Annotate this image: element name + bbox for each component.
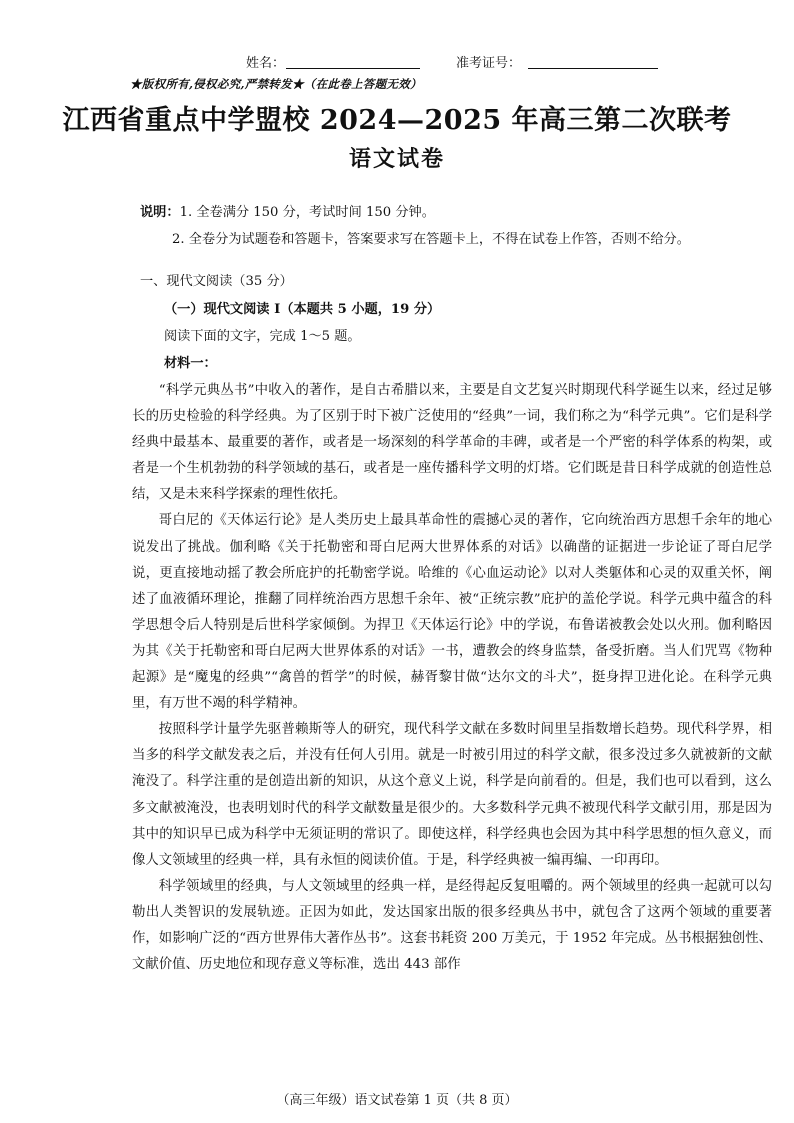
copyright-notice: ★版权所有,侵权必究,严禁转发★（在此卷上答题无效） [130,77,422,91]
name-label: 姓名： [246,56,286,71]
page-footer: （高三年级）语文试卷第 1 页（共 8 页） [276,1093,518,1108]
passage-paragraph: 科学领域里的经典，与人文领域里的经典一样，是经得起反复咀嚼的。两个领域里的经典一起就可以勾勒出人类智识的发展轨迹。正因为如此，发达国家出版的很多经典丛书中，就包含了这两个领域的重要著作，如影响广泛的“西方世界伟大著作丛书”。这套书耗资 200 万美元，于 1952 年完成。丛书根据独创性、文献价值、历史地位和现存意义等标准，选出 443 部作 [132,878,772,973]
passage-paragraph: 按照科学计量学先驱普赖斯等人的研究，现代科学文献在多数时间里呈指数增长趋势。现代科学界，相当多的科学文献发表之后，并没有任何人引用。就是一时被引用过的科学文献，很多没过多久就被新的文献淹没了。科学注重的是创造出新的知识，从这个意义上说，科学是向前看的。但是，我们也可以看到，这么多文献被淹没，也表明划时代的科学文献数量是很少的。大多数科学元典不被现代科学文献引用，那是因为其中的知识早已成为科学中无须证明的常识了。即使这样，科学经典也会因为其中科学思想的恒久意义，而像人文领域里的经典一样，具有永恒的阅读价值。于是，科学经典被一编再编、一印再印。 [132,722,772,868]
exam-title: 江西省重点中学盟校 2024—2025 年高三第二次联考 [62,105,732,136]
material-label: 材料一： [164,356,217,371]
section-heading: 一、现代文阅读（35 分） [140,274,293,289]
exam-id-blank [528,54,658,69]
passage-paragraph: “科学元典丛书”中收入的著作，是自古希腊以来，主要是自文艺复兴时期现代科学诞生以来，经过足够长的历史检验的科学经典。为了区别于时下被广泛使用的“经典”一词，我们称之为“科学元典”。它们是科学经典中最基本、最重要的著作，或者是一场深刻的科学革命的丰碑，或者是一个严密的科学体系的构架，或者是一个生机勃勃的科学领域的基石，或者是一座传播科学文明的灯塔。它们既是昔日科学成就的创造性总结，又是未来科学探索的理性依托。 [132,383,772,503]
note-text-1: 1. 全卷满分 150 分，考试时间 150 分钟。 [179,205,435,220]
note-label: 说明： [140,205,180,220]
reading-passage [132,378,772,978]
note-item-2: 2. 全卷分为试题卷和答题卡，答案要求写在答题卡上，不得在试卷上作答，否则不给分。 [172,232,690,247]
name-blank [286,54,420,69]
reading-instruction: 阅读下面的文字，完成 1～5 题。 [164,329,361,344]
passage-paragraph: 哥白尼的《天体运行论》是人类历史上最具革命性的震撼心灵的著作，它向统治西方思想千余年的地心说发出了挑战。伽利略《关于托勒密和哥白尼两大世界体系的对话》以确凿的证据进一步论证了哥白尼学说，更直接地动摇了教会所庇护的托勒密学说。哈维的《心血运动论》以对人类躯体和心灵的双重关怀，阐述了血液循环理论，推翻了同样统治西方思想千余年、被“正统宗教”庇护的盖伦学说。科学元典中蕴含的科学思想令后人特别是后世科学家倾倒。为捍卫《天体运行论》中的学说，布鲁诺被教会处以火刑。伽利略因为其《关于托勒密和哥白尼两大世界体系的对话》一书，遭教会的终身监禁，备受折磨。当人们咒骂《物种起源》是“魔鬼的经典”“禽兽的哲学”的时候，赫胥黎甘做“达尔文的斗犬”，挺身捍卫进化论。在科学元典里，有万世不竭的科学精神。 [132,513,772,712]
section-sub-heading: （一）现代文阅读 I（本题共 5 小题，19 分） [164,302,441,317]
exam-subtitle: 语文试卷 [348,147,445,172]
note-item-1 [140,201,435,220]
exam-id-label: 准考证号： [456,56,522,71]
